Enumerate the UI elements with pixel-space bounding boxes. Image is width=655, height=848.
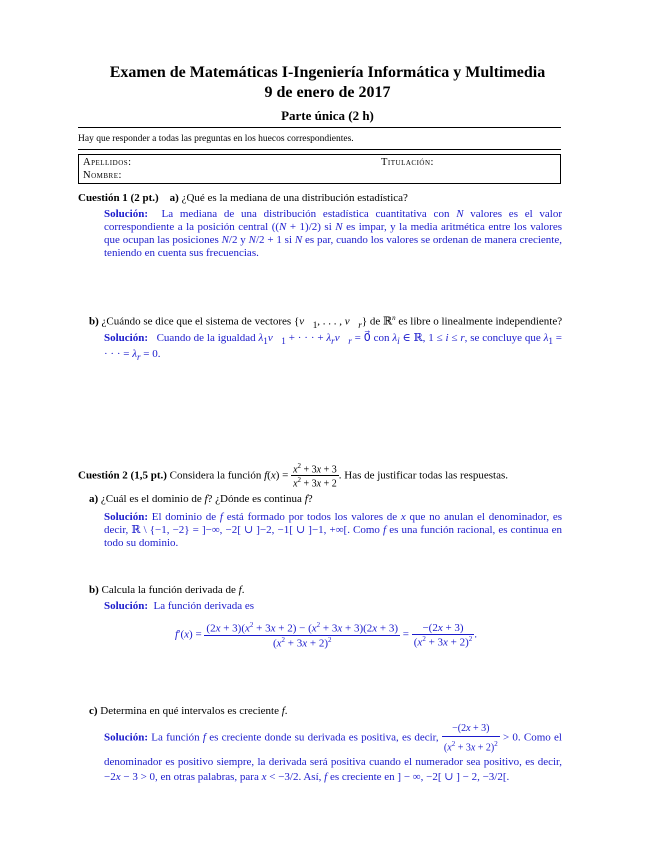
question-2-b: b) Calcula la función derivada de f. [89, 584, 245, 596]
solution-2-c: Solución: La función f es creciente donde su derivada es positiva, es decir, $\frac{-(2x + 3)}{(x^2 + 3x + 2)^2}$ > 0. Como el denominador es positivo siempre, la derivada será positiva cuando el numerador sea positivo, es decir, −2x − 3 > 0, en otras palabras, para x < −3/2. Así, f es creciente en ] − ∞, −2[ ∪ ] − 2, −3/2[. [104, 723, 562, 784]
question-1-b: b) ¿Cuándo se dice que el sistema de vectores {$v⃗_1$, . . . , $v⃗_r$} de ℝ$^n$ es libre o linealmente independiente? [89, 314, 563, 330]
solution-label: Solución: [104, 332, 149, 344]
solution-label: Solución: [104, 208, 149, 220]
exam-date: 9 de enero de 2017 [264, 84, 391, 101]
derivative-formula: f′(x) = $\frac{(2x + 3)(x^2 + 3x + 2) - (x^2 + 3x + 3)(2x + 3)}{(x^2 + 3x + 2)^2}$ = $\frac{-(2x + 3)}{(x^2 + 3x + 2)^2}$ . [175, 621, 478, 650]
part-a-label: a) [89, 493, 99, 505]
nombre-label: Nombre: [83, 170, 122, 181]
solution-label: Solución: [104, 600, 149, 612]
solution-1-a: Solución: La mediana de una distribución estadística cuantitativa con N valores es el valor correspondiente a la posición central ((N + 1)/2) si N es impar, y la media aritmética entre los valores que ocupan las posiciones N/2 y N/2 + 1 si N es par, cuando los valores se ordenan de manera creciente, teniendo en cuenta sus frecuencias. [104, 208, 563, 259]
solution-label: Solución: [104, 731, 149, 744]
question-1-a-text: ¿Qué es la mediana de una distribución estadística? [181, 192, 408, 204]
question-2-a: a) ¿Cuál es el dominio de f? ¿Dónde es continua f? [89, 493, 313, 505]
part-b-label: b) [89, 584, 99, 596]
divider [78, 149, 561, 150]
divider [78, 127, 561, 128]
solution-1-b: Solución: Cuando de la igualdad $\lambda_1v⃗_1$ + · · · + $\lambda_rv⃗_r$ = 0⃗ con $\lambda_i$ ∈ ℝ, 1 ≤ i ≤ r, se concluye que $\lambda_1$ = · · · = $\lambda_r = 0$. [104, 332, 562, 363]
question-2-c-text: Determina en qué intervalos es creciente [100, 705, 279, 717]
part-b-label: b) [89, 315, 99, 328]
question-2-b-text: Calcula la función derivada de [101, 584, 236, 596]
question-2-c: c) Determina en qué intervalos es creciente f. [89, 705, 288, 717]
solution-2-a: Solución: El dominio de f está formado por todos los valores de x que no anulan el denominador, es decir, ℝ \ {−1, −2} = ]−∞, −2[ ∪ ]−2, −1[ ∪ ]−1, +∞[. Como f es una función racional, es continua en todo su dominio. [104, 511, 562, 549]
exam-part: Parte única (2 h) [281, 108, 374, 123]
exam-title: Examen de Matemáticas I-Ingeniería Informática y Multimedia [109, 64, 546, 81]
question-1-label: Cuestión 1 (2 pt.) [78, 192, 159, 204]
solution-2-b-text: La función derivada es [153, 600, 254, 612]
apellidos-label: Apellidos: [83, 157, 132, 168]
part-c-label: c) [89, 705, 98, 717]
titulacion-label: Titulación: [381, 157, 434, 168]
question-2-label: Cuestión 2 (1,5 pt.) [78, 469, 167, 482]
question-1-a [78, 192, 408, 204]
solution-2-b [104, 600, 254, 613]
question-2-intro-tail: . Has de justificar todas las respuestas. [338, 469, 508, 482]
question-2-intro: Cuestión 2 (1,5 pt.) Considera la función f(x) = $\frac{x^2 + 3x + 3}{x^2 + 3x + 2}$ . Has de justificar todas las respuestas. [78, 462, 508, 490]
student-info-box [78, 154, 561, 184]
part-a-label: a) [169, 192, 179, 204]
question-2-intro-text: Considera la función [169, 469, 262, 482]
instructions: Hay que responder a todas las preguntas en los huecos correspondientes. [78, 134, 354, 144]
